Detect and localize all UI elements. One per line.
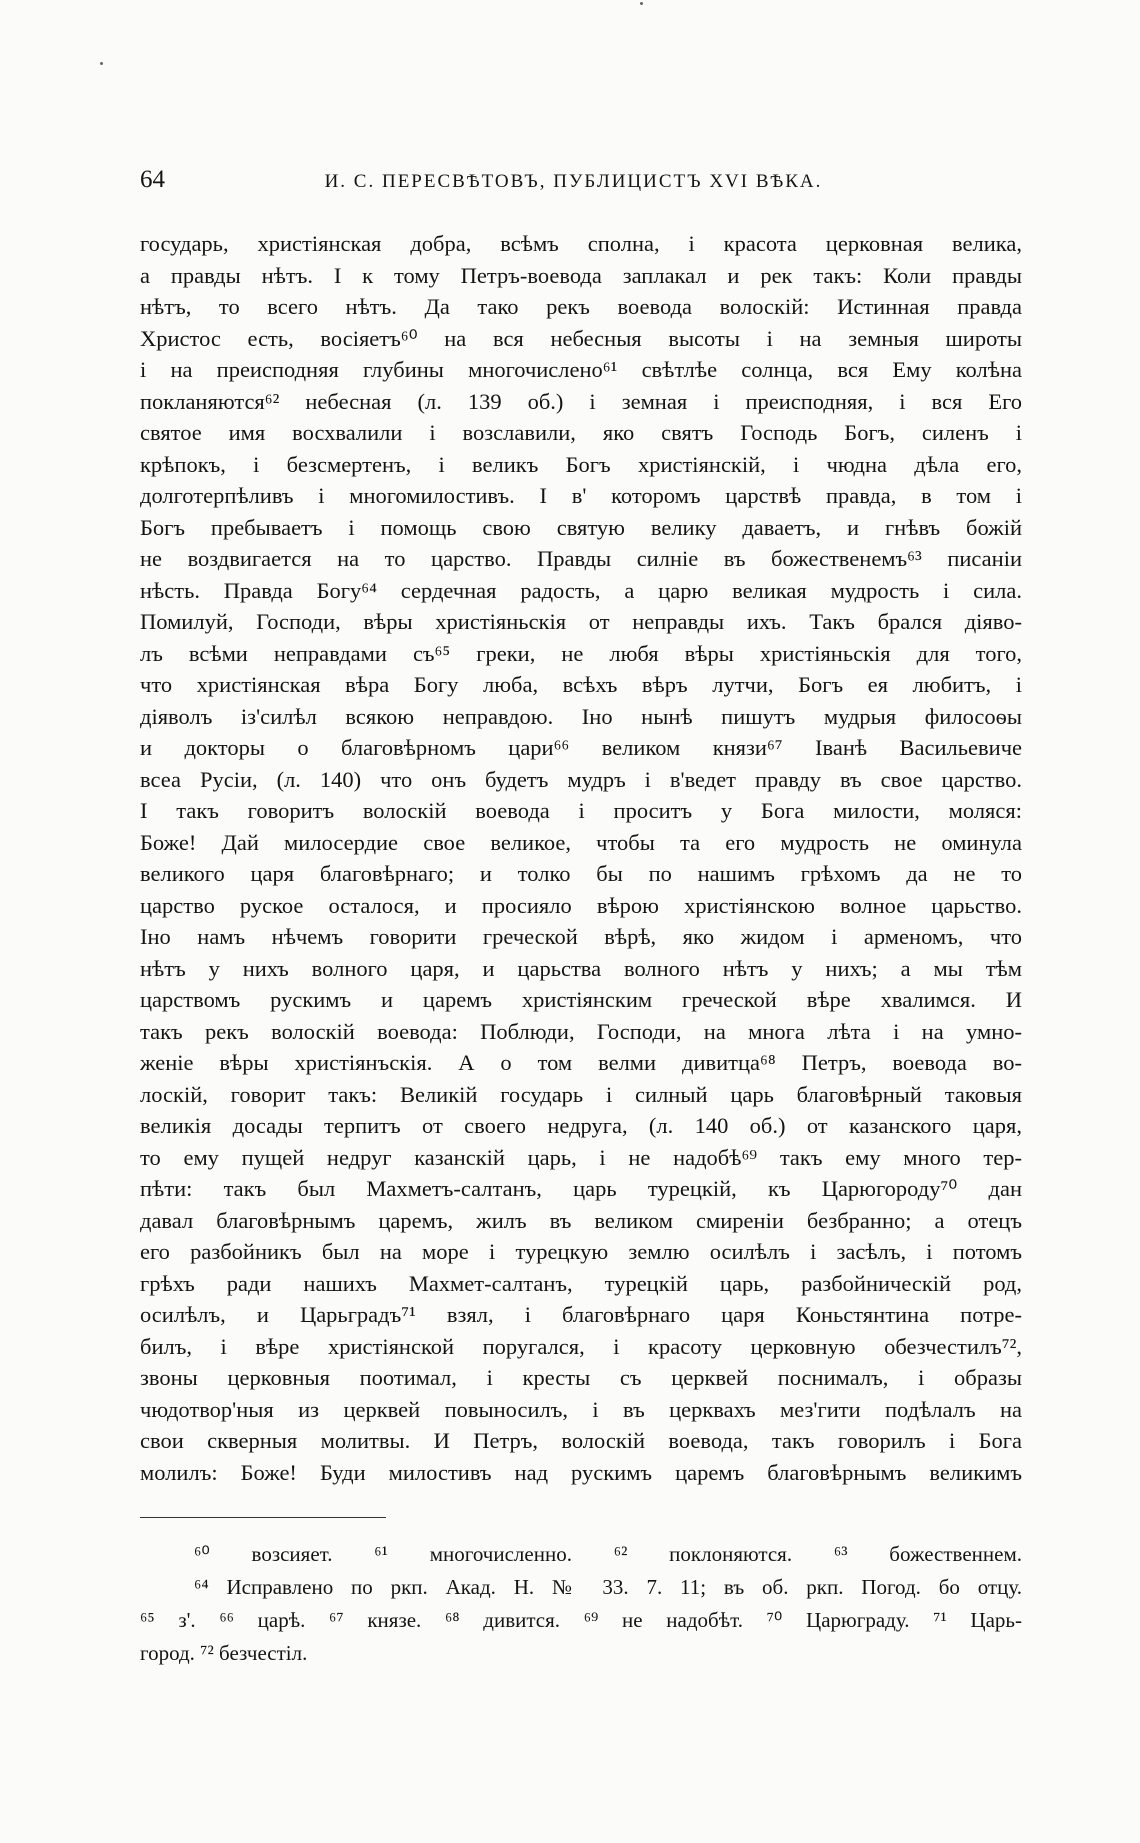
text-line: Христос есть, восіяетъ⁶⁰ на вся небесныя высоты і на земныя широты — [140, 325, 1022, 351]
text-line: крѣпокъ, і безсмертенъ, і великъ Богъ христіянскій, і чюдна дѣла его, — [140, 451, 1022, 477]
text-line: билъ, і вѣре христіянской поругался, і красоту церковную обезчестилъ⁷², — [140, 1333, 1022, 1359]
text-line: такъ рекъ волоскій воевода: Поблюди, Господи, на многа лѣта і на умно- — [140, 1018, 1022, 1044]
text-line: покланяются⁶² небесная (л. 139 об.) і земная і преисподняя, і вся Его — [140, 388, 1022, 414]
scan-speck — [640, 2, 643, 5]
text-line: свои скверныя молитвы. И Петръ, волоскій воевода, такъ говорилъ і Бога — [140, 1428, 1022, 1453]
running-head: И. С. ПЕРЕСВѢТОВЪ, ПУБЛИЦИСТЪ XVI ВѢКА. — [324, 171, 823, 192]
text-line: Богъ пребываетъ і помощь свою святую велику даваетъ, и гнѣвъ божій — [140, 514, 1022, 540]
text-line: діяволъ із'силѣл всякою неправдою. Іно нынѣ пишутъ мудрыя филосоѳы — [140, 703, 1022, 729]
text-line: нѣсть. Правда Богу⁶⁴ сердечная радость, а царю великая мудрость і сила. — [140, 577, 1022, 603]
page-header — [140, 166, 1022, 206]
footnote-line: ⁶⁴ Исправлено по ркп. Акад. Н. № 33. 7. 11; въ об. ркп. Погод. бо отцу. — [194, 1575, 1022, 1599]
footnote-line: ⁶⁵ з'. ⁶⁶ царѣ. ⁶⁷ князе. ⁶⁸ дивится. ⁶⁹ не надобѣт. ⁷⁰ Царюграду. ⁷¹ Царь- — [140, 1608, 1022, 1632]
footnotes — [140, 1538, 1022, 1670]
text-line: всеа Русіи, (л. 140) что онъ будетъ мудръ і в'ведет правду въ свое царство. — [140, 766, 1022, 792]
text-line: великого царя благовѣрнаго; и толко бы по нашимъ грѣхомъ да не то — [140, 861, 1022, 886]
text-line: осилѣлъ, и Царьградъ⁷¹ взял, і благовѣрнаго царя Коньстянтина потре- — [140, 1302, 1022, 1327]
text-line: Іно намъ нѣчемъ говорити греческой вѣрѣ, яко жидом і арменомъ, что — [140, 924, 1022, 949]
text-line: святое имя восхвалили і возславили, яко святъ Господь Богъ, силенъ і — [140, 420, 1022, 445]
text-line: женіе вѣры христіянъскія. А о том велми дивитца⁶⁸ Петръ, воевода во- — [140, 1050, 1022, 1075]
text-line: его разбойникъ был на море і турецкую землю осилѣлъ і засѣлъ, і потомъ — [140, 1239, 1022, 1264]
text-line: великія досады терпитъ от своего недруга, (л. 140 об.) от казанского царя, — [140, 1113, 1022, 1138]
text-line: звоны церковныя поотимал, і кресты съ церквей поснималъ, і образы — [140, 1365, 1022, 1390]
text-line: нѣтъ у нихъ волного царя, и царьства волного нѣтъ у нихъ; а мы тѣм — [140, 955, 1022, 981]
text-line: лъ всѣми неправдами съ⁶⁵ греки, не любя вѣры христіяньскія для того, — [140, 640, 1022, 666]
text-line: долготерпѣливъ і многомилостивъ. І в' которомъ царствѣ правда, в том і — [140, 483, 1022, 508]
footnote-line: город. ⁷² безчестіл. — [140, 1641, 308, 1665]
text-line: і на преисподняя глубины многочислено⁶¹ свѣтлѣе солнца, вся Ему колѣна — [140, 357, 1022, 382]
text-line: лоскій, говорит такъ: Великій государь і силный царь благовѣрный таковыя — [140, 1081, 1022, 1107]
text-line: давал благовѣрнымъ царемъ, жилъ въ великом смиреніи безбранно; а отецъ — [140, 1207, 1022, 1233]
text-line: пѣти: такъ был Махметъ-салтанъ, царь турецкій, къ Царюгороду⁷⁰ дан — [140, 1176, 1022, 1201]
text-line: что христіянская вѣра Богу люба, всѣхъ вѣръ лутчи, Богъ ея любитъ, і — [140, 672, 1022, 697]
text-line: а правды нѣтъ. І к тому Петръ-воевода заплакал и рек такъ: Коли правды — [140, 262, 1022, 288]
body-text — [140, 228, 1022, 1488]
text-line: чюдотвор'ныя из церквей повыносилъ, і въ церквахъ мез'гити подѣлалъ на — [140, 1396, 1022, 1422]
footnote-rule — [140, 1517, 386, 1518]
page-number: 64 — [140, 166, 165, 193]
footnote-line: ⁶⁰ возсияет. ⁶¹ многочисленно. ⁶² поклоняются. ⁶³ божественнем. — [194, 1542, 1022, 1566]
text-line: царствомъ рускимъ и царемъ христіянским греческой вѣре хвалимся. И — [140, 987, 1022, 1012]
text-line: Помилуй, Господи, вѣры христіяньскія от неправды ихъ. Такъ брался діяво- — [140, 609, 1022, 634]
text-line: не воздвигается на то царство. Правды силніе въ божественемъ⁶³ писаніи — [140, 546, 1022, 571]
text-line: Боже! Дай милосердие свое великое, чтобы та его мудрость не оминула — [140, 829, 1022, 855]
text-line: нѣтъ, то всего нѣтъ. Да тако рекъ воевода волоскій: Истинная правда — [140, 294, 1022, 319]
text-line: грѣхъ ради нашихъ Махмет-салтанъ, турецкій царь, разбойническій род, — [140, 1270, 1022, 1296]
text-line: молилъ: Боже! Буди милостивъ над рускимъ царемъ благовѣрнымъ великимъ — [140, 1459, 1022, 1485]
text-line: и докторы о благовѣрномъ цари⁶⁶ великом князи⁶⁷ Іванѣ Васильевиче — [140, 735, 1022, 760]
text-line: то ему пущей недруг казанскій царь, і не надобѣ⁶⁹ такъ ему много тер- — [140, 1144, 1022, 1170]
text-line: І такъ говоритъ волоскій воевода і проситъ у Бога милости, моляся: — [140, 798, 1022, 823]
scan-speck — [100, 62, 103, 65]
text-line: государь, христіянская добра, всѣмъ сполна, і красота церковная велика, — [140, 231, 1022, 256]
text-line: царство руское осталося, и просияло вѣрою христіянскою волное царьство. — [140, 892, 1022, 918]
